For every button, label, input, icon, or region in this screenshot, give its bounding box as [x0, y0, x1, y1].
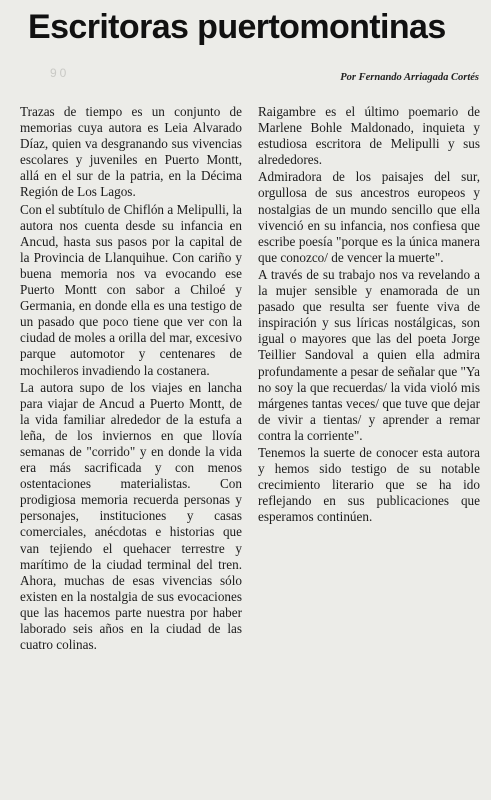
article-paragraph: La autora supo de los viajes en lancha para viajar de Ancud a Puerto Montt, de la vida familiar alrededor de la estufa a leña, de los inviernos en que llovía semanas de "corrido" y en donde la vida era más sacrificada y con menos ostentaciones materialistas. Con prodigiosa memoria recuerda personas y personajes, instituciones y casas comerciales, anécdotas e historias que van tejiendo el quehacer terrestre y marítimo de la ciudad terminal del tren. Ahora, muchas de esas vivencias sólo existen en la nostalgia de sus evocaciones que las hacemos parte nuestra por haber laborado seis años en la ciudad de las cuatro colinas. — [20, 379, 242, 653]
article-paragraph: Tenemos la suerte de conocer esta autora y hemos sido testigo de su notable crecimiento literario que se ha ido reflejando en sus publicaciones que esperamos continúen. — [258, 444, 480, 525]
article-byline: Por Fernando Arriagada Cortés — [340, 72, 479, 83]
article-paragraph: A través de su trabajo nos va revelando a la mujer sensible y enamorada de un pasado que resulta ser fuente viva de inspiración y sus líricas nostálgicas, son igual o mayores que las del poeta Jorge Teillier Sandoval a quien ella admira profundamente a pesar de señalar que "Ya no soy la que recuerdas/ la vida violó mis márgenes tantas veces/ que tuve que dejar de vivir a tientas/ y aprender a remar contra la corriente". — [258, 266, 480, 443]
article-paragraph: Con el subtítulo de Chiflón a Melipulli, la autora nos cuenta desde su infancia en Ancud, hasta sus pasos por la capital de la Provincia de Llanquihue. Con cariño y buena memoria nos va evocando ese Puerto Montt con sabor a Chiloé y Germania, en donde ella es una testigo de un pasado que poco tiene que ver con la ciudad de moles a orilla del mar, excesivo parque automotor y centenares de mochileros invadiendo la costanera. — [20, 201, 242, 378]
article-column-left — [20, 104, 242, 653]
article-paragraph: Trazas de tiempo es un conjunto de memorias cuya autora es Leia Alvarado Díaz, quien va desgranando sus vivencias escolares y juveniles en Puerto Montt, allá en el sur de la patria, en la Décima Región de Los Lagos. — [20, 104, 242, 200]
article-column-right — [258, 104, 480, 525]
article-paragraph: Raigambre es el último poemario de Marlene Bohle Maldonado, inquieta y estudiosa escritora de Melipulli y sus alrededores. — [258, 104, 480, 168]
bleed-through-text: 90 — [50, 66, 70, 80]
article-paragraph: Admiradora de los paisajes del sur, orgullosa de sus ancestros europeos y nostalgias de un mundo sencillo que ella vivenció en su infancia, nos confiesa que escribe poesía "porque es la única manera que conozco/ de vencer la muerte". — [258, 169, 480, 265]
article-headline: Escritoras puertomontinas — [28, 8, 446, 46]
